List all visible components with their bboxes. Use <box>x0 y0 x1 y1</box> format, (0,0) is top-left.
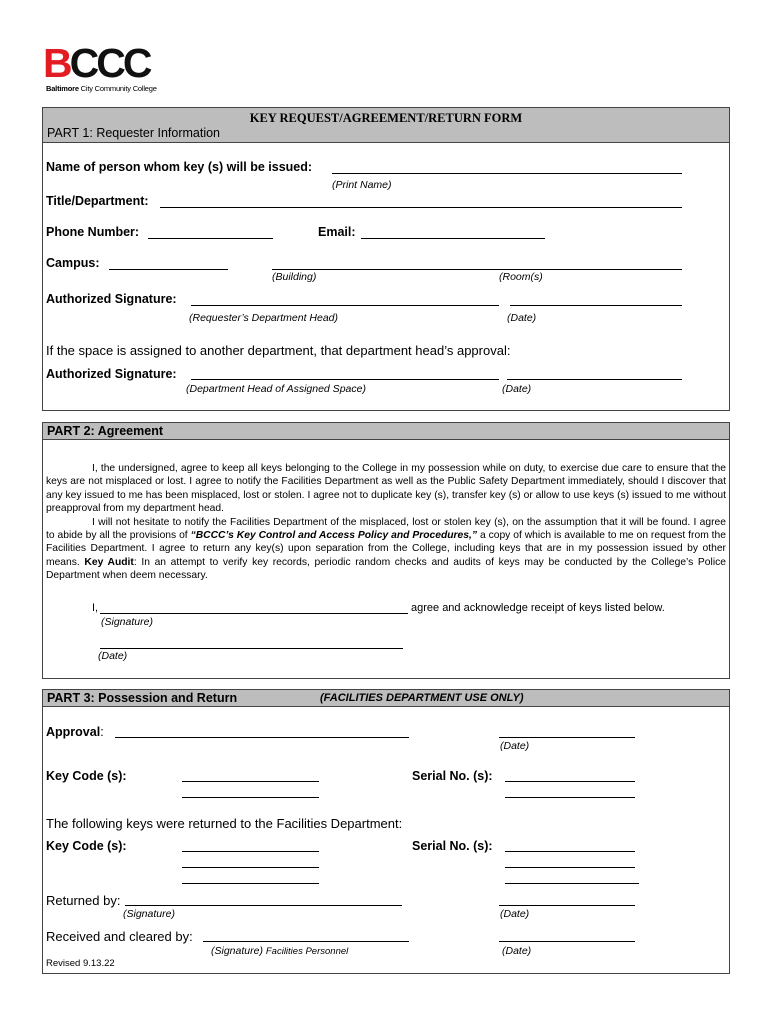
approval-date-caption: (Date) <box>500 740 530 752</box>
returned-signature-caption: (Signature) <box>123 908 175 920</box>
logo-subtitle-bold: Baltimore <box>46 84 79 93</box>
logo-letters-ccc: CCC <box>69 40 150 86</box>
revised-date: Revised 9.13.22 <box>46 958 115 969</box>
returned-serial-field-2[interactable] <box>505 867 635 868</box>
received-by-label: Received and cleared by: <box>46 929 193 944</box>
logo-letters <box>43 40 149 86</box>
received-date-caption: (Date) <box>502 945 532 957</box>
phone-label: Phone Number: <box>46 225 140 239</box>
key-code-field-1[interactable] <box>182 781 319 782</box>
building-caption: (Building) <box>272 271 317 283</box>
campus-field[interactable] <box>109 269 228 270</box>
agreement-p2-middle: a copy of which is available to me on request from the Facilities Department. I agree to return any key(s) upon separation from the College, including keys that are in my possession issued by other means. <box>46 529 726 568</box>
serial-field-2[interactable] <box>505 797 635 798</box>
approval-text: Approval <box>46 725 101 739</box>
serial-label: Serial No. (s): <box>412 769 493 783</box>
returned-by-label: Returned by: <box>46 893 121 908</box>
ack-text: agree and acknowledge receipt of keys listed below. <box>411 602 665 614</box>
auth-signature-label-2: Authorized Signature: <box>46 367 177 381</box>
returned-key-code-field-2[interactable] <box>182 867 319 868</box>
part1-header: PART 1: Requester Information <box>47 126 221 140</box>
returned-key-code-field-3[interactable] <box>182 883 319 884</box>
key-code-label: Key Code (s): <box>46 769 127 783</box>
email-label: Email: <box>318 225 356 239</box>
agreement-paragraph-1: I, the undersigned, agree to keep all keys belonging to the College in my possession while on duty, to exercise due care to ensure that the keys are not misplaced or lost. I agree to notify the Facilities Department as well as the Public Safety Department immediately, should I discover that any key issued to me has been misplaced, lost or stolen. I agree not to duplicate key (s), transfer key (s) or allow to use keys (s) issued to me without preapproval from my department head. <box>46 463 726 514</box>
assigned-date-field[interactable] <box>507 379 682 380</box>
name-label: Name of person whom key (s) will be issued: <box>46 160 313 174</box>
phone-field[interactable] <box>148 238 273 239</box>
part2-header: PART 2: Agreement <box>47 424 163 438</box>
approval-label <box>46 725 104 739</box>
key-code-label-2: Key Code (s): <box>46 839 127 853</box>
auth-date-field[interactable] <box>510 305 682 306</box>
facilities-use-only: (FACILITIES DEPARTMENT USE ONLY) <box>320 692 524 704</box>
returned-date-field[interactable] <box>499 905 635 906</box>
ack-date-caption: (Date) <box>98 650 128 662</box>
ack-signature-field[interactable] <box>100 613 408 614</box>
agreement-p2-end: : In an attempt to verify key records, periodic random checks and audits of keys may be conducted by the College’s Police Department when deem necessary. <box>46 556 726 581</box>
campus-label: Campus: <box>46 256 100 270</box>
key-code-field-2[interactable] <box>182 797 319 798</box>
i-label: I, <box>92 602 99 614</box>
auth-date-caption: (Date) <box>507 312 537 324</box>
key-audit-label: Key Audit <box>84 556 134 568</box>
part3-header: PART 3: Possession and Return <box>47 691 238 705</box>
returned-serial-field-1[interactable] <box>505 851 635 852</box>
title-label: Title/Department: <box>46 194 149 208</box>
approval-date-field[interactable] <box>499 737 635 738</box>
rooms-caption: (Room(s) <box>499 271 543 283</box>
title-field[interactable] <box>160 207 682 208</box>
assigned-head-caption: (Department Head of Assigned Space) <box>186 383 366 395</box>
assigned-signature-field[interactable] <box>191 379 499 380</box>
part1-box <box>42 107 730 411</box>
received-by-field[interactable] <box>203 941 409 942</box>
approval-colon: : <box>100 725 104 739</box>
logo-subtitle <box>46 84 157 93</box>
received-signature-caption <box>211 945 348 957</box>
returned-date-caption: (Date) <box>500 908 530 920</box>
logo-letter-b: B <box>43 40 70 86</box>
policy-title: “BCCC’s Key Control and Access Policy and Procedures,” <box>190 529 478 541</box>
form-title: KEY REQUEST/AGREEMENT/RETURN FORM <box>249 111 523 125</box>
print-name-caption: (Print Name) <box>332 179 392 191</box>
returned-key-code-field-1[interactable] <box>182 851 319 852</box>
assigned-date-caption: (Date) <box>502 383 532 395</box>
approval-field[interactable] <box>115 737 409 738</box>
dept-head-caption: (Requester’s Department Head) <box>189 312 339 324</box>
auth-signature-field[interactable] <box>191 305 499 306</box>
agreement-paragraph-2 <box>46 516 726 582</box>
name-field[interactable] <box>332 173 682 174</box>
serial-label-2: Serial No. (s): <box>412 839 493 853</box>
auth-signature-label: Authorized Signature: <box>46 292 177 306</box>
ack-date-field[interactable] <box>100 648 403 649</box>
serial-field-1[interactable] <box>505 781 635 782</box>
ack-signature-caption: (Signature) <box>101 616 153 628</box>
returned-by-field[interactable] <box>125 905 402 906</box>
returned-keys-note: The following keys were returned to the Facilities Department: <box>46 816 403 831</box>
agreement-p2-start: I will not hesitate to notify the Facilities Department of the misplaced, lost or stolen key (s), on the assumption that it will be found. I agree to abide by all the provisions of <box>46 516 726 541</box>
assigned-space-note: If the space is assigned to another department, that department head’s approval: <box>46 343 511 358</box>
received-date-field[interactable] <box>499 941 635 942</box>
facilities-personnel-text: Facilities Personnel <box>265 946 349 957</box>
agreement-text <box>46 462 726 582</box>
building-room-field[interactable] <box>272 269 682 270</box>
logo-subtitle-rest: City Community College <box>78 84 157 93</box>
received-signature-text: (Signature) <box>211 945 263 957</box>
returned-serial-field-3[interactable] <box>505 883 639 884</box>
email-field[interactable] <box>361 238 545 239</box>
